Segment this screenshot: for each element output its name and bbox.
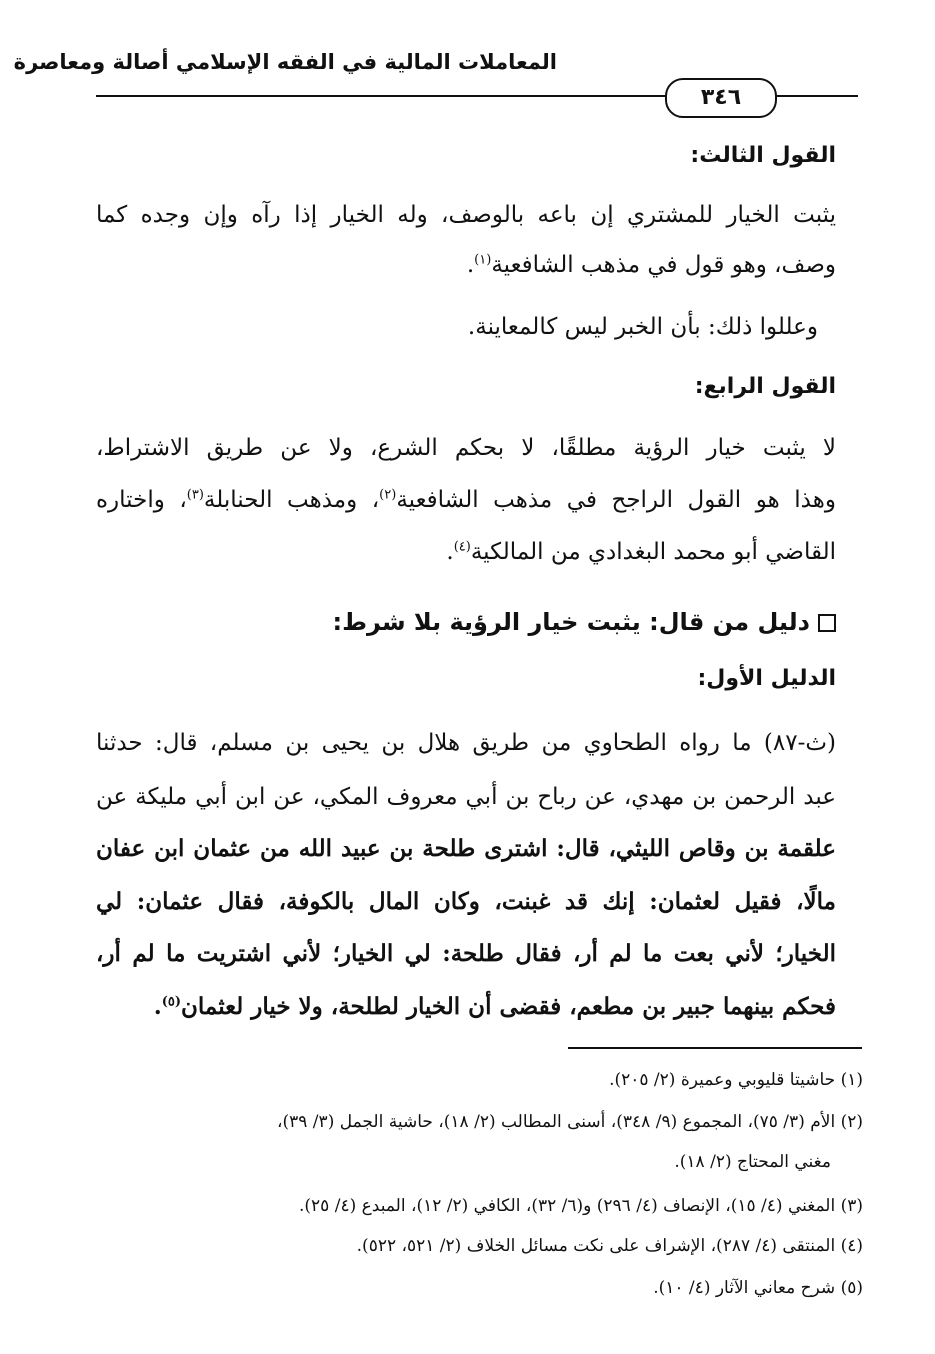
- footnote-ref[interactable]: (٢): [379, 487, 397, 503]
- paragraph-line: [96, 250, 836, 280]
- page-number: ٣٤٦: [665, 78, 777, 118]
- footnote: (٢) الأم (٣/ ٧٥)، المجموع (٩/ ٣٤٨)، أسنى المطالب (٢/ ١٨)، حاشية الجمل (٣/ ٣٩)،: [277, 1112, 863, 1132]
- footnote: (٥) شرح معاني الآثار (٤/ ١٠).: [653, 1278, 863, 1298]
- text-run: .: [466, 252, 475, 278]
- paragraph-line: [96, 485, 836, 515]
- paragraph-line: وعللوا ذلك: بأن الخبر ليس كالمعاينة.: [467, 314, 818, 340]
- footnote: (٣) المغني (٤/ ١٥)، الإنصاف (٤/ ٢٩٦) و(٦/ ٣٢)، الكافي (٢/ ١٢)، المبدع (٤/ ٢٥).: [299, 1196, 863, 1216]
- footnote-ref[interactable]: (١): [474, 252, 492, 268]
- paragraph-line: (ث-٨٧) ما رواه الطحاوي من طريق هلال بن يحيى بن مسلم، قال: حدثنا: [96, 730, 836, 756]
- footnote-separator: [568, 1047, 862, 1049]
- heading-fourth-opinion: القول الرابع:: [694, 374, 836, 399]
- text-run: ، ومذهب الحنابلة: [203, 487, 380, 513]
- heading-first-proof: الدليل الأول:: [697, 666, 836, 691]
- footnote: (٤) المنتقى (٤/ ٢٨٧)، الإشراف على نكت مسائل الخلاف (٢/ ٥٢١، ٥٢٢).: [356, 1236, 863, 1256]
- running-title: المعاملات المالية في الفقه الإسلامي أصالة ومعاصرة: [13, 50, 557, 74]
- heading-third-opinion: القول الثالث:: [690, 143, 836, 168]
- paragraph-line: علقمة بن وقاص الليثي، قال: اشترى طلحة بن عبيد الله من عثمان ابن عفان: [96, 835, 836, 862]
- paragraph-line: عبد الرحمن بن مهدي، عن رباح بن أبي معروف المكي، عن ابن أبي مليكة عن: [96, 784, 836, 810]
- footnote-ref[interactable]: (٥): [161, 994, 182, 1010]
- text-run: القاضي أبو محمد البغدادي من المالكية: [470, 539, 836, 565]
- square-bullet-icon: [818, 614, 836, 632]
- footnote-ref[interactable]: (٤): [453, 539, 471, 555]
- paragraph-line: مالًا، فقيل لعثمان: إنك قد غبنت، وكان المال بالكوفة، فقال عثمان: لي: [96, 888, 836, 915]
- footnote: (١) حاشيتا قليوبي وعميرة (٢/ ٢٠٥).: [609, 1070, 863, 1090]
- text-run: .: [446, 539, 454, 565]
- text-run: وصف، وهو قول في مذهب الشافعية: [491, 252, 836, 278]
- footnote-continuation: مغني المحتاج (٢/ ١٨).: [674, 1152, 831, 1172]
- paragraph-line: [96, 992, 836, 1022]
- section-heading-text: دليل من قال: يثبت خيار الرؤية بلا شرط:: [332, 608, 810, 636]
- main-text: [96, 0, 836, 1040]
- paragraph-line: لا يثبت خيار الرؤية مطلقًا، لا بحكم الشرع، ولا عن طريق الاشتراط،: [96, 435, 836, 461]
- text-run: .: [153, 993, 162, 1020]
- text-run: فحكم بينهما جبير بن مطعم، فقضى أن الخيار لطلحة، ولا خيار لعثمان: [181, 993, 836, 1020]
- paragraph-line: [96, 537, 836, 567]
- paragraph-line: يثبت الخيار للمشتري إن باعه بالوصف، وله الخيار إذا رآه وإن وجده كما: [96, 202, 836, 228]
- text-run: ، واختاره: [96, 487, 187, 513]
- text-run: وهذا هو القول الراجح في مذهب الشافعية: [396, 487, 836, 513]
- paragraph-line: الخيار؛ لأني بعت ما لم أر، فقال طلحة: لي الخيار؛ لأني اشتريت ما لم أر،: [96, 940, 836, 967]
- footnote-ref[interactable]: (٣): [186, 487, 204, 503]
- section-heading: [96, 607, 836, 637]
